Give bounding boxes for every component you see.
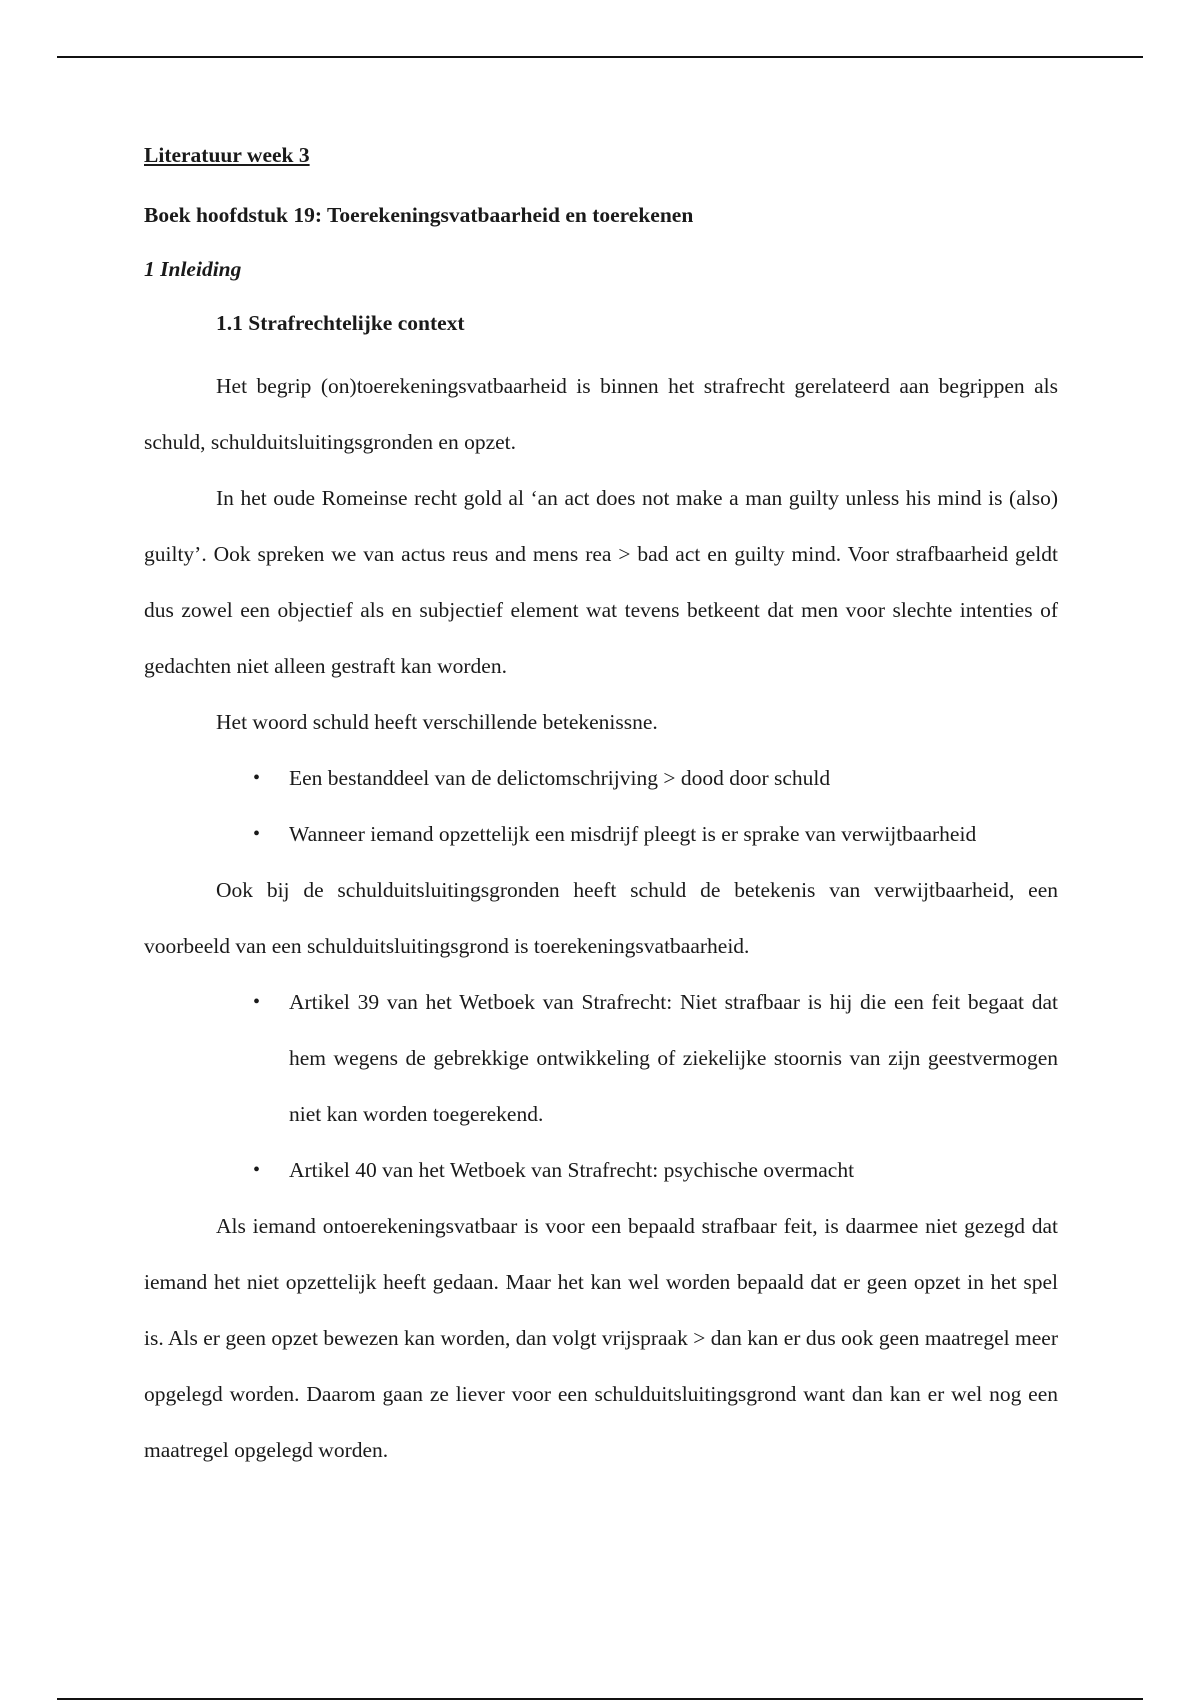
list-item-text: Wanneer iemand opzettelijk een misdrijf pleegt is er sprake van verwijtbaarheid	[289, 822, 977, 846]
bullet-icon: •	[253, 767, 261, 789]
chapter-heading: Boek hoofdstuk 19: Toerekeningsvatbaarheid en toerekenen	[144, 203, 694, 227]
bullet-icon: •	[253, 991, 261, 1013]
list-item	[144, 750, 1058, 806]
top-rule	[57, 56, 1143, 58]
paragraph: Het woord schuld heeft verschillende betekenissne.	[216, 710, 658, 734]
document-body	[144, 138, 1058, 1478]
bullet-list-artikelen	[144, 974, 1058, 1198]
list-item-text: Artikel 39 van het Wetboek van Strafrecht: Niet strafbaar is hij die een feit begaat dat hem wegens de gebrekkige ontwikkeling of ziekelijke stoornis van zijn geestvermogen niet kan worden toegerekend.	[289, 990, 1058, 1126]
list-item-text: Een bestanddeel van de delictomschrijving > dood door schuld	[289, 766, 831, 790]
paragraph: Het begrip (on)toerekeningsvatbaarheid is binnen het strafrecht gerelateerd aan begrippen als schuld, schulduitsluitingsgronden en opzet.	[144, 374, 1058, 454]
list-item-text: Artikel 40 van het Wetboek van Strafrecht: psychische overmacht	[289, 1158, 855, 1182]
section-heading: 1 Inleiding	[144, 257, 242, 281]
subsection-heading: 1.1 Strafrechtelijke context	[216, 311, 465, 335]
document-title: Literatuur week 3	[144, 143, 310, 167]
list-item	[144, 806, 1058, 862]
paragraph: Als iemand ontoerekeningsvatbaar is voor een bepaald strafbaar feit, is daarmee niet gezegd dat iemand het niet opzettelijk heeft gedaan. Maar het kan wel worden bepaald dat er geen opzet in het spel is. Als er geen opzet bewezen kan worden, dan volgt vrijspraak > dan kan er dus ook geen maatregel meer opgelegd worden. Daarom gaan ze liever voor een schulduitsluitingsgrond want dan kan er wel nog een maatregel opgelegd worden.	[144, 1214, 1058, 1462]
paragraph: Ook bij de schulduitsluitingsgronden heeft schuld de betekenis van verwijtbaarheid, een voorbeeld van een schulduitsluitingsgrond is toerekeningsvatbaarheid.	[144, 878, 1058, 958]
bullet-icon: •	[253, 823, 261, 845]
list-item	[144, 974, 1058, 1142]
bullet-icon: •	[253, 1159, 261, 1181]
paragraph: In het oude Romeinse recht gold al ‘an act does not make a man guilty unless his mind is (also) guilty’. Ook spreken we van actus reus and mens rea > bad act en guilty mind. Voor strafbaarheid geldt dus zowel een objectief als en subjectief element wat tevens betkeent dat men voor slechte intenties of gedachten niet alleen gestraft kan worden.	[144, 486, 1058, 678]
list-item	[144, 1142, 1058, 1198]
bullet-list-schuld	[144, 750, 1058, 862]
